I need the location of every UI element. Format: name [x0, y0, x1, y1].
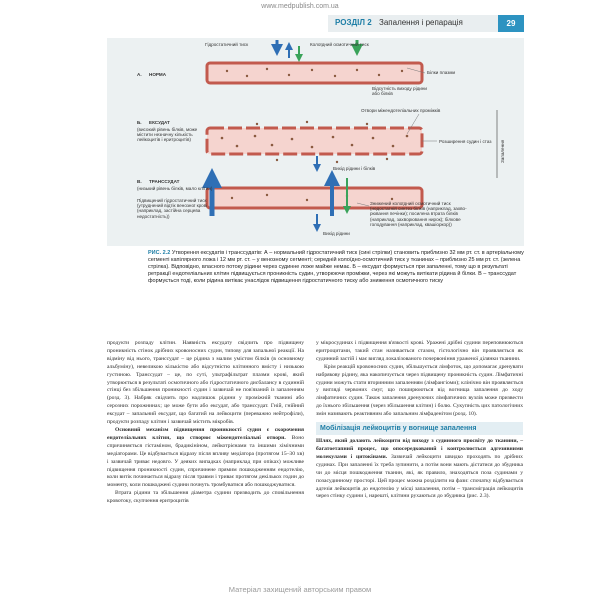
right-paragraph-2: Крім реакцій кровоносних судин, збільшується лімфоток, що допомагає дренувати набрякову рідину, яка накопичується через підвищену проникність судин. Лімфатичні судини можуть стати вторинним запаленням (лімфангіоми); клінічно він проявляється у вигляді червоних смуг, що поширюються від вогнища запалення до ходу лімфатичних судин. Також запалення дренуючих лімфатичних вузлів може призвести до їхнього збільшення (через збільшення клітин) і болю. Сукупність цих патологічних змін називають реактивним або запальним лімфаденітом (розд. 10).: [316, 363, 523, 418]
label-increased-hydrostatic: Підвищений гідростатичний тиск (утруднений відтік венозної крові (наприклад, застійна серцева недостатність)): [137, 198, 208, 219]
figure-2-2: [107, 38, 524, 246]
panel-c-letter: В.: [137, 179, 142, 184]
vessel-normal: [207, 63, 422, 83]
caption-text: Утворення ексудатів і транссудатів: А – нормальний гідростатичний тиск (сині стрілки) становить приблизно 32 мм рт. ст. в артеріальному сегменті капілярного ложа і 12 мм рт. ст. – у венозному сегменті; середній колоїдно-осмотичний тиск у тканинах – приблизно 25 мм рт. ст. (зелена стрілка). Відповідно, власного потоку рідини через судинне ложе майже немає. Б – ексудат формується при запаленні, тому що в результаті ретракції ендотеліальних клітин підвищується проникність судин, утворюючи проміжки, через які можуть витікати рідина й білки. В – транссудат формується тоді, коли рідина витікає унаслідок підвищення гідростатичного тиску або зниження осмотичного тиску: [148, 250, 524, 284]
panel-a-title: НОРМА: [149, 72, 167, 77]
copyright-footer: Матеріал захищений авторським правом: [228, 585, 372, 594]
caption-label: РИС. 2.2: [148, 250, 171, 256]
panel-b-letter: Б.: [137, 120, 142, 125]
right-paragraph-3-bold: Шлях, який долають лейкоцити від виходу з судинного просвіту до тканини, – багатоетапний процес, що опосередкований і контролюється адгезивними молекулами і цитокінами.: [316, 438, 523, 460]
panel-a-letter: А.: [137, 72, 142, 77]
left-column: [107, 340, 304, 506]
label-gaps: Отвори міжендотеліальних проміжків: [361, 108, 441, 113]
label-inflammation: Запалення: [500, 139, 505, 163]
figure-caption: [148, 250, 524, 285]
site-url: www.medpublish.com.ua: [261, 3, 339, 10]
page-number: 29: [498, 15, 524, 32]
label-hydrostatic-pressure: Гідростатичний тиск: [205, 42, 249, 47]
right-paragraph-1: у мікросудинах і підвищення в'язкості крові. Уражені дрібні судини переповнюються еритроцитами, такий стан називається стазом, гістологічно він проявляється як судинний застій і має вигляд локалізованого почервоніння ураженої ділянки тканини.: [316, 340, 523, 362]
label-decreased-colloid: Знижений колоїдний осмотичний тиск (недостатній синтез білків (наприклад, захво- рювання печінки); посилена втрата білків (наприклад, захворювання нирок); білкове голодування (наприклад, квашіоркор)): [370, 201, 467, 227]
right-column: [316, 340, 523, 501]
section-label: РОЗДІЛ 2: [335, 18, 372, 27]
section-heading: Мобілізація лейкоцитів у вогнище запалення: [316, 422, 523, 435]
panel-c-title: ТРАНССУДАТ: [149, 179, 180, 184]
left-paragraph-2: [107, 427, 304, 490]
label-fluid-protein-outflow: Вихід рідини і білків: [333, 166, 376, 171]
left-paragraph-3: Втрата рідини та збільшення діаметра судини призводить до сповільнення кровотоку, скупчення еритроцитів: [107, 490, 304, 505]
panel-b-description: (високий рівень білків, може містити незначну кількість лейкоцитів і еритроцитів): [137, 127, 198, 143]
left-paragraph-2-rest: Воно спричиняється гістаміном, брадикініном, лейкотрієнами та іншими хімічними медіаторами. Це відбувається відразу після впливу медіатора (протягом 15–30 хв) і зазвичай триває недовго. У деяких випадках (наприклад при опіках) можливе підвищення проникності судин, спричинене прямим пошкодженням ендотелію, коли витік починається відразу після травми і триває протягом декількох годин до моменту, коли пошкоджені судини почнуть тромбуватися або пошкоджуватися.: [107, 434, 304, 489]
label-colloid-pressure: Колоїдний осмотичний тиск: [310, 42, 369, 47]
left-paragraph-1: продукти розпаду клітин. Наявність ексудату свідчить про підвищену проникність стінок дрібних кровоносних судин, типову для запальної реакції. На відміну від нього, транссудат – це рідина з малим умістом білків (в основному альбуміну), невеликою кількістю або відсутністю клітинного вмісту і низькою густиною. Транссудат – це, по суті, ультрафільтрат плазми крові, який утворюється в результаті осмотичного або гідростатичного дисбалансу в судинній стінці без збільшення проникності судин і зазвичай не пов'язаний із запаленням (розд. 3). Набряк свідчить про надлишок рідини у проміжній тканині або серозних порожнинах; це може бути або ексудат, або транссудат. Гній, гнійний ексудат – запальний ексудат, що багатий на лейкоцити (переважно нейтрофіли), продукти розпаду клітин і зазвичай містить мікробів.: [107, 340, 304, 426]
vessel-exudate: [207, 121, 422, 163]
label-no-outflow: Відсутність виходу рідини або білків: [372, 86, 427, 97]
panel-c-description: (низький рівень білків, мало клітин): [137, 186, 213, 191]
label-plasma-proteins: Білки плазми: [427, 70, 456, 75]
label-dilation: Розширення судин і стаз: [439, 139, 492, 144]
section-title: Запалення і репарація: [379, 18, 463, 27]
right-paragraph-3: [316, 438, 523, 501]
left-paragraph-2-bold: Основний механізм підвищення проникності судин є скорочення ендотеліальних клітин, що створює міжендотеліальні отвори.: [107, 426, 304, 441]
right-paragraph-3-rest: Зазвичай лейкоцити швидко проходять по дрібних судинах. При запаленні їх треба зупинити, а потім вони мають дістатися до збудника чи до місця пошкодження тканин, які, як правило, знаходяться поза судинами у позасудинному просторі. Цей процес можна розділити на фази: спочатку відбувається адгезія лейкоцитів до ендотелію у місці запалення, потім – трансміграція лейкоцитів через стінку судини і, нарешті, клітини рухаються до збудника (рис. 2.3).: [316, 453, 523, 500]
panel-b-title: ЕКСУДАТ: [149, 120, 170, 125]
label-fluid-outflow: Вихід рідини: [323, 231, 350, 236]
